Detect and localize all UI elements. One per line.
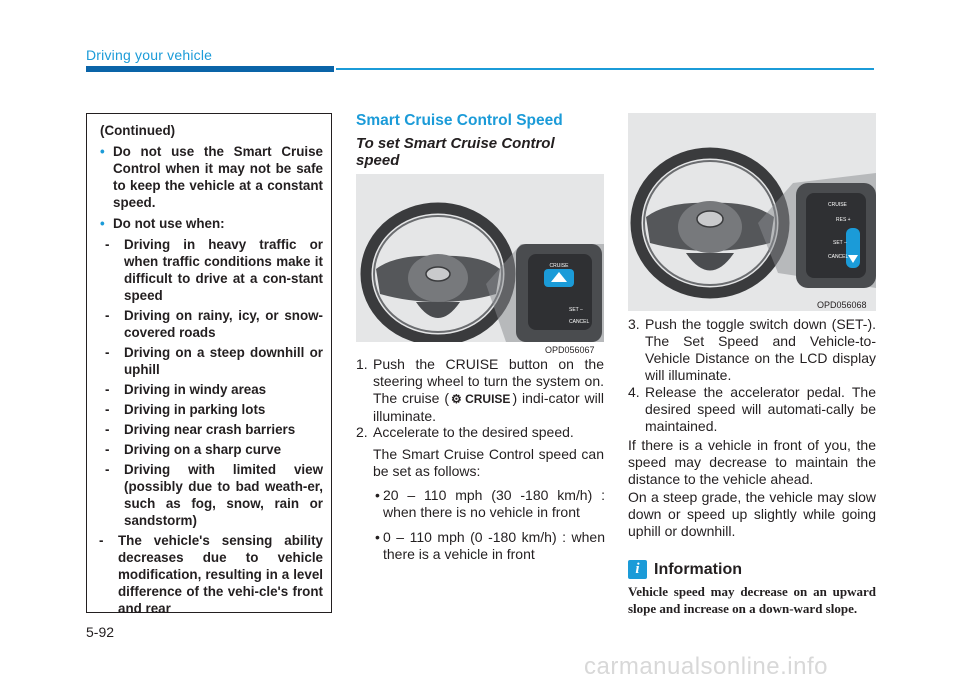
cruise-indicator-icon: ⚙ CRUISE — [451, 391, 511, 406]
cancel-button-label: CANCEL — [828, 254, 849, 260]
bullet-icon: • — [100, 144, 105, 159]
figure-labels — [628, 113, 876, 311]
figure-caption: OPD056067 — [545, 345, 595, 355]
speed-range-item: • 0 – 110 mph (0 -180 km/h) : when there is a vehicle in front — [375, 529, 605, 562]
step-item: 3. Push the toggle switch down (SET-). The Set Speed and Vehicle-to-Vehicle Distance on the LCD display will illuminate. — [628, 316, 876, 383]
condition-item: - Driving in parking lots — [105, 402, 266, 417]
header-bar — [86, 66, 334, 72]
warning-bullet: • Do not use the Smart Cruise Control when it may not be safe to keep the vehicle at a constant speed. — [100, 144, 323, 210]
body-paragraph: On a steep grade, the vehicle may slow down or speed up slightly while going uphill or downhill. — [628, 489, 876, 539]
set-button-label: SET – — [569, 307, 583, 313]
steering-wheel-figure — [356, 174, 604, 342]
cruise-button-label: CRUISE — [828, 202, 847, 208]
step-item: 1. Push the CRUISE button on the steering wheel to turn the system on. The cruise ( ⚙ CRUISE ) indi-cator will illuminate. — [356, 356, 604, 424]
condition-item: - The vehicle's sensing ability decreases due to vehicle modification, resulting in a level difference of the vehi-cle's front and rear — [99, 533, 323, 616]
page-number: 5-92 — [86, 624, 115, 640]
body-paragraph: If there is a vehicle in front of you, the speed may decrease to maintain the distance to the vehicle ahead. — [628, 437, 876, 487]
information-title: Information — [654, 561, 742, 578]
res-button-label: RES + — [836, 217, 851, 223]
set-button-label: SET – — [833, 240, 847, 246]
step-item: 4. Release the accelerator pedal. The desired speed will automati-cally be maintained. — [628, 384, 876, 434]
speed-range-item: • 20 – 110 mph (30 -180 km/h) : when there is no vehicle in front — [375, 487, 605, 520]
section-header: Driving your vehicle — [86, 47, 213, 63]
bullet-icon: • — [100, 216, 105, 231]
cruise-button-label: CRUISE — [549, 263, 569, 269]
information-icon: i — [628, 560, 647, 579]
toggle-switch-figure — [628, 113, 876, 311]
figure-caption: OPD056068 — [817, 300, 867, 310]
header-rule — [336, 68, 874, 70]
step-item: 2. Accelerate to the desired speed. — [356, 424, 574, 440]
condition-item: - Driving in heavy traffic or when traffic conditions make it difficult to drive at a con-stant speed — [105, 237, 323, 303]
information-text: Vehicle speed may decrease on an upward slope and increase on a down-ward slope. — [628, 584, 876, 616]
condition-item: - Driving on rainy, icy, or snow-covered roads — [105, 308, 323, 340]
condition-item: - Driving on a steep downhill or uphill — [105, 345, 323, 377]
step-note: The Smart Cruise Control speed can be set as follows: — [373, 446, 604, 479]
cancel-button-label: CANCEL — [569, 319, 590, 325]
continued-label: (Continued) — [100, 123, 176, 138]
section-title: Smart Cruise Control Speed — [356, 112, 563, 129]
condition-item: - Driving with limited view (possibly due to bad weath-er, such as fog, snow, rain or sandstorm) — [105, 462, 323, 528]
figure-labels — [356, 174, 604, 342]
watermark: carmanualsonline.info — [584, 653, 828, 680]
warning-box — [86, 113, 332, 616]
condition-item: - Driving near crash barriers — [105, 422, 296, 437]
subsection-title: To set Smart Cruise Control speed — [356, 135, 555, 169]
warning-bullet: • Do not use when: — [100, 216, 225, 231]
condition-item: - Driving on a sharp curve — [105, 442, 282, 457]
condition-item: - Driving in windy areas — [105, 382, 267, 397]
